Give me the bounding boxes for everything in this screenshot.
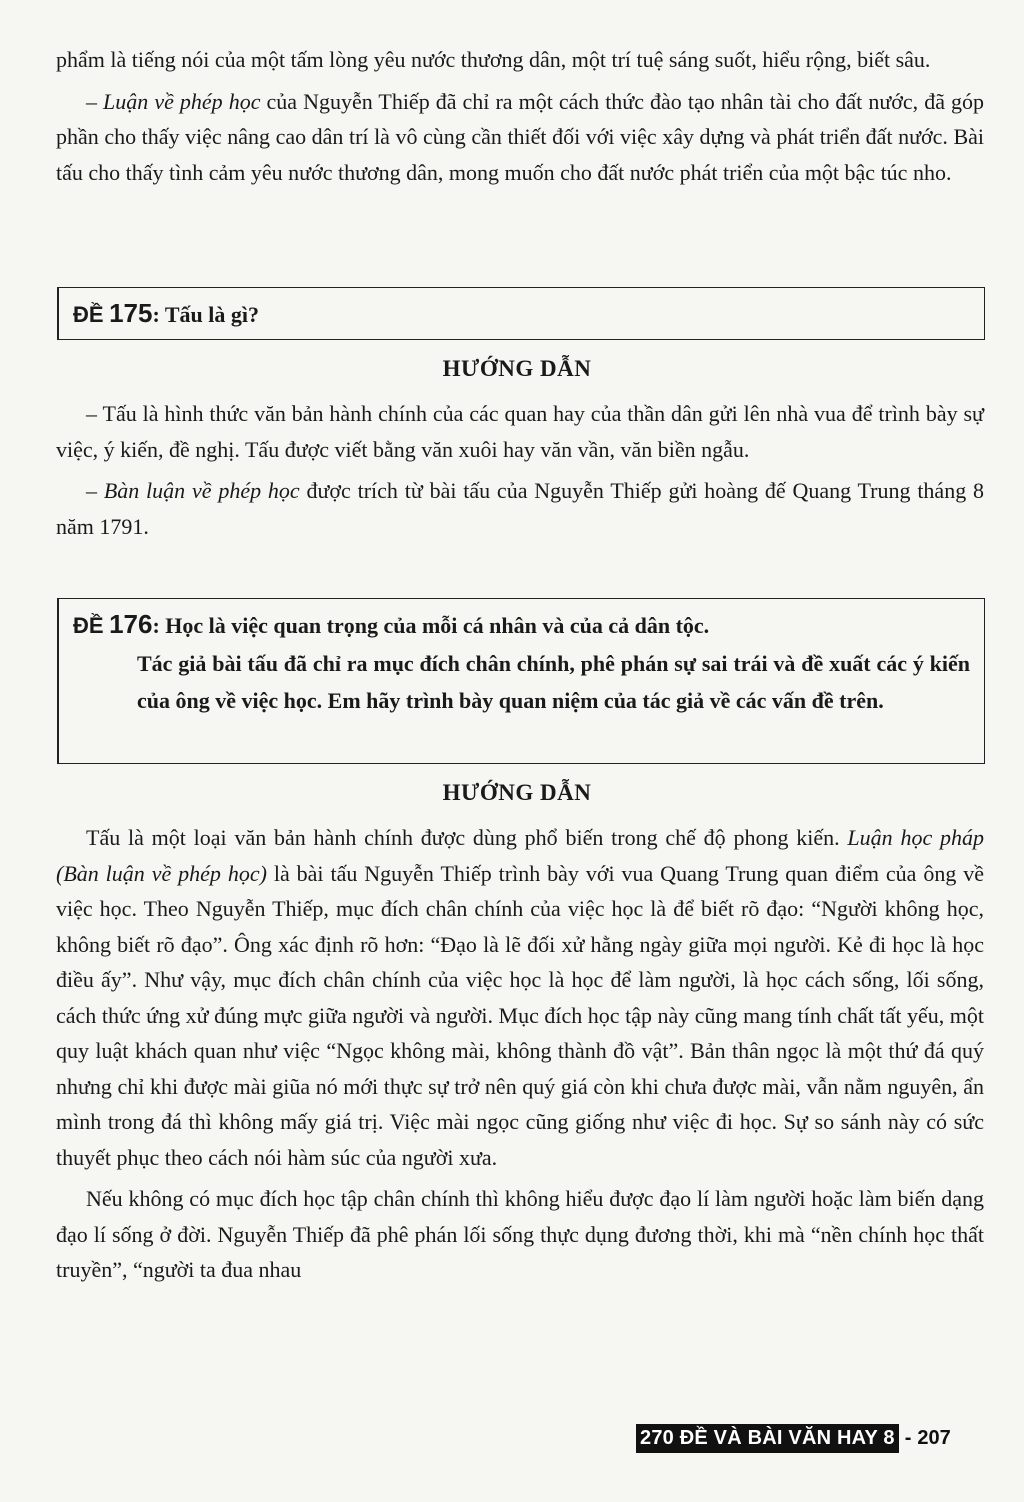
dash: – (86, 478, 104, 503)
page-number: 207 (917, 1426, 951, 1449)
question-176-first-line (73, 606, 970, 645)
question-text: : Tấu là gì? (152, 302, 260, 327)
guide-176-paragraph-1 (56, 820, 984, 1175)
question-box-175 (57, 287, 985, 340)
question-number: 176 (109, 609, 153, 639)
page-footer (636, 1421, 951, 1455)
question-label: ĐỀ (73, 613, 104, 638)
guide-175-body (56, 396, 984, 544)
work-title: Luận về phép học (103, 88, 261, 114)
guide-176-paragraph-2: Nếu không có mục đích học tập chân chính thì không hiểu được đạo lí làm người hoặc làm biến dạng đạo lí sống ở đời. Nguyễn Thiếp đã phê phán lối sống thực dụng đương thời, khi mà “nền chính học thất truyền”, “người ta đua nhau (56, 1186, 984, 1282)
guide-176-body (56, 820, 984, 1288)
guide-175-paragraph-2 (56, 473, 984, 544)
guide-heading-176: HƯỚNG DẪN (442, 780, 592, 805)
question-175 (73, 295, 970, 334)
question-text: : Học là việc quan trọng của mỗi cá nhân và của cả dân tộc. (152, 613, 710, 638)
work-title: Luận học pháp (Bàn luận về phép học) (56, 825, 984, 886)
intro-paragraph-1: phẩm là tiếng nói của một tấm lòng yêu nước thương dân, một trí tuệ sáng suốt, hiểu rộng, biết sâu. (56, 47, 931, 72)
intro-paragraph-2 (56, 84, 984, 191)
question-176-rest: Tác giả bài tấu đã chỉ ra mục đích chân chính, phê phán sự sai trái và đề xuất các ý kiến của ông về việc học. Em hãy trình bày quan niệm của tác giả về các vấn đề trên. (137, 650, 970, 713)
guide-175-paragraph-1: – Tấu là hình thức văn bản hành chính của các quan hay của thần dân gửi lên nhà vua để trình bày sự việc, ý kiến, đề nghị. Tấu được viết bằng văn xuôi hay văn vần, văn biền ngẫu. (56, 401, 984, 462)
question-box-176 (57, 598, 985, 764)
footer-separator: - (904, 1426, 912, 1449)
paragraph-text: Tấu là một loại văn bản hành chính được dùng phổ biến trong chế độ phong kiến. (86, 825, 848, 850)
paragraph-text: của Nguyễn Thiếp đã chỉ ra một cách thức đào tạo nhân tài cho đất nước, đã góp phần cho thấy việc nâng cao dân trí là vô cùng cần thiết đối với việc xây dựng và phát triển đất nước. Bài tấu cho thấy tình cảm yêu nước thương dân, mong muốn cho đất nước phát triển của một bậc túc nho. (56, 88, 984, 185)
paragraph-text: là bài tấu Nguyễn Thiếp trình bày với vua Quang Trung quan điểm của ông về việc học. Theo Nguyễn Thiếp, mục đích chân chính của việc học là để biết rõ đạo: “Người không học, không biết rõ đạo”. Ông xác định rõ hơn: “Đạo là lẽ đối xử hằng ngày giữa mọi người. Kẻ đi học là học điều ấy”. Như vậy, mục đích chân chính của việc học là học để làm người, là học cách sống, lối sống, cách thức ứng xử đúng mực giữa người và người. Mục đích học tập này cũng mang tính chất tất yếu, một quy luật khách quan như việc “Ngọc không mài, không thành đồ vật”. Bản thân ngọc là một thứ đá quý nhưng chỉ khi được mài giũa nó mới thực sự trở nên quý giá còn khi chưa được mài, vẫn nằm nguyên, ẩn mình trong đá thì không mấy giá trị. Việc mài ngọc cũng giống như việc đi học. Sự so sánh này có sức thuyết phục theo cách nói hàm súc của người xưa. (56, 860, 984, 1170)
dash: – (86, 88, 104, 114)
intro-section (56, 42, 984, 190)
book-title: 270 ĐỀ VÀ BÀI VĂN HAY 8 (636, 1424, 899, 1453)
work-title: Bàn luận về phép học (103, 478, 300, 503)
question-label: ĐỀ (73, 302, 104, 327)
paragraph-text: được trích từ bài tấu của Nguyễn Thiếp gửi hoàng đế Quang Trung tháng 8 năm 1791. (56, 478, 985, 539)
guide-heading-175: HƯỚNG DẪN (442, 356, 592, 381)
question-number: 175 (109, 298, 153, 328)
